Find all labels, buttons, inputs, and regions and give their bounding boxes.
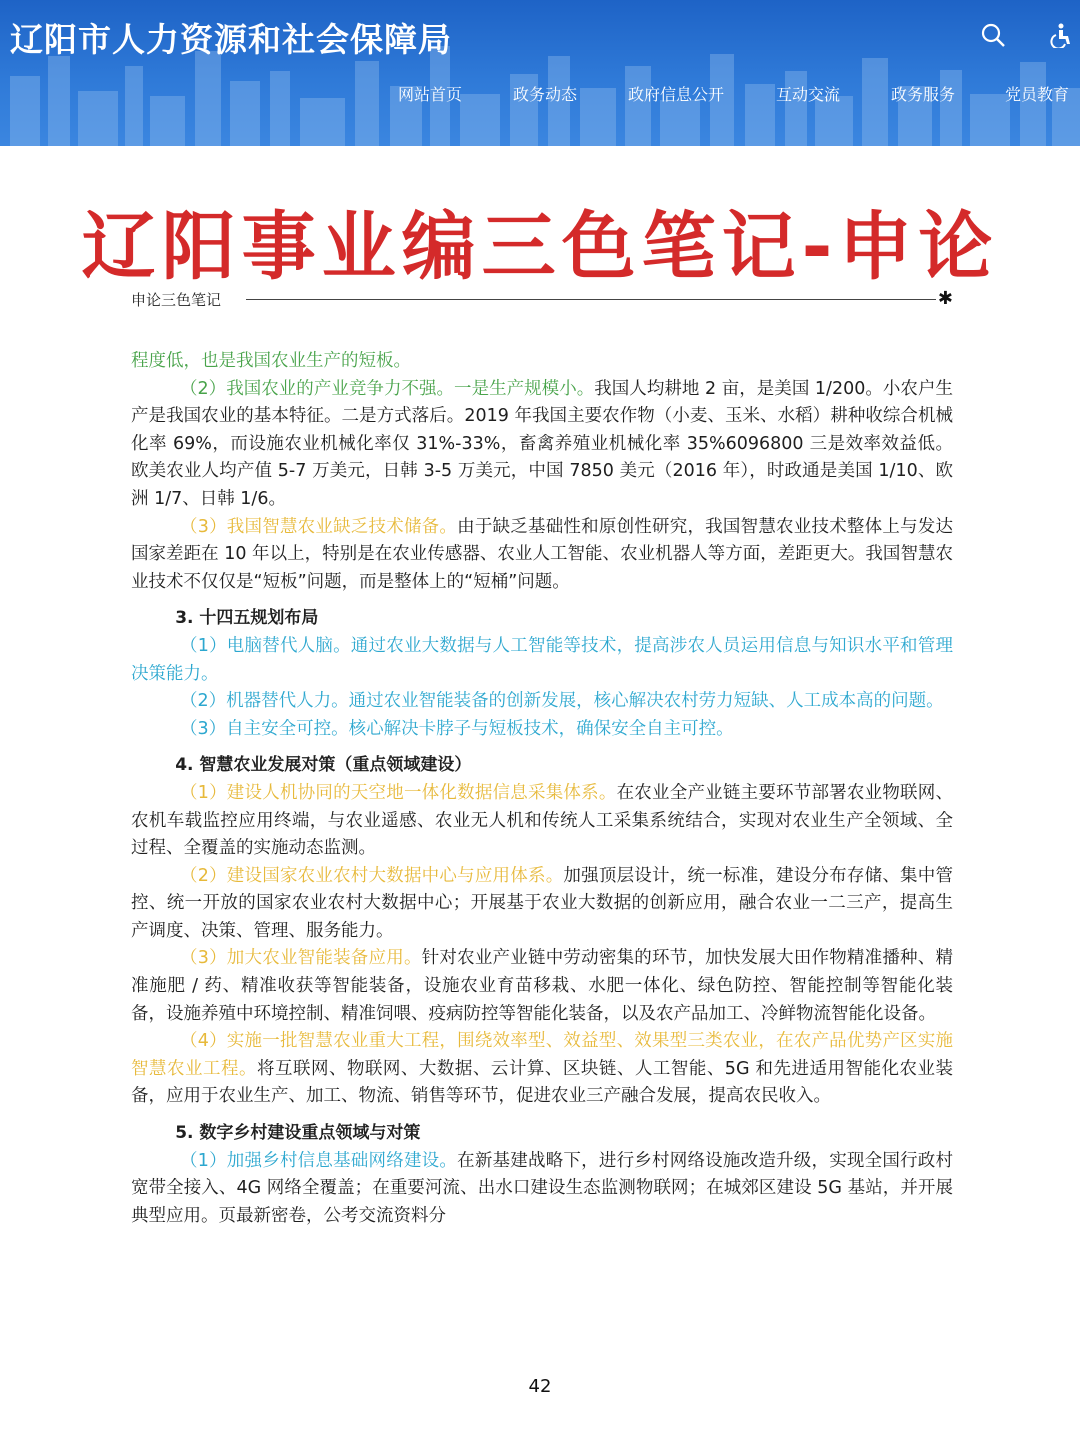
body-text: 加强顶层设计，统一标准，建设分布存储、集中管控、统一开放的国家农业农村大数据中心；开展基于农业大数据的创新应用，融合农业一二三产，提高生产调度、决策、管理、服务能力。: [131, 865, 953, 941]
section-heading: 5. 数字乡村建设重点领域与对策: [175, 1123, 421, 1144]
nav-news[interactable]: 政务动态: [513, 85, 578, 104]
paragraph: [131, 1148, 953, 1231]
green-highlight: （2）我国农业的产业竞争力不强。一是生产规模小。: [180, 378, 595, 399]
body-text: 在新基建战略下，进行乡村网络设施改造升级，实现全国行政村宽带全接入、4G 网络全覆盖；在重要河流、出水口建设生态监测物联网；在城郊区建设 5G 基站，并开展典型应用。页最新密卷，公考交流资料分: [131, 1150, 953, 1226]
body-text: 在农业全产业链主要环节部署农业物联网、农机车载监控应用终端，与农业遥感、农业无人机和传统人工采集系统结合，实现对农业生产全领域、全过程、全覆盖的实施动态监测。: [131, 782, 953, 859]
paragraph: （2）机器替代人力。通过农业智能装备的创新发展，核心解决农村劳力短缺、人工成本高的问题。: [180, 691, 944, 712]
nav-info-disclosure[interactable]: 政府信息公开: [628, 85, 725, 104]
paragraph: [131, 376, 953, 514]
body-text: 将互联网、物联网、大数据、云计算、区块链、人工智能、5G 和先进适用智能化农业装备，应用于农业生产、加工、物流、销售等环节，促进农业三产融合发展，提高农民收入。: [131, 1058, 954, 1107]
main-nav: [0, 82, 1080, 112]
accessibility-icon[interactable]: [1048, 22, 1074, 48]
paragraph: （1）电脑替代人脑。通过农业大数据与人工智能等技术，提高涉农人员运用信息与知识水平和管理决策能力。: [131, 635, 953, 684]
paragraph: [131, 945, 953, 1028]
yellow-highlight: （1）建设人机协同的天空地一体化数据信息采集体系。: [180, 782, 617, 803]
nav-party-education[interactable]: 党员教育: [1005, 85, 1070, 104]
paragraph: [131, 514, 953, 597]
yellow-highlight: （3）我国智慧农业缺乏技术储备。: [180, 516, 458, 537]
page-running-header: [131, 289, 953, 311]
overlay-title: 辽阳事业编三色笔记-申论: [81, 204, 999, 290]
page-number: 42: [528, 1376, 552, 1397]
nav-interaction[interactable]: 互动交流: [776, 85, 841, 104]
body-text: 由于缺乏基础性和原创性研究，我国智慧农业技术整体上与发达国家差距在 10 年以上，特别是在农业传感器、农业人工智能、农业机器人等方面，差距更大。我国智慧农业技术不仅仅是“短板”问题，而是整体上的“短桶”问题。: [131, 516, 953, 592]
paragraph: （3）自主安全可控。核心解决卡脖子与短板技术，确保安全自主可控。: [180, 718, 734, 739]
yellow-highlight: （2）建设国家农业农村大数据中心与应用体系。: [180, 865, 564, 886]
paragraph: [131, 863, 953, 946]
site-title[interactable]: 辽阳市人力资源和社会保障局: [10, 20, 452, 59]
paragraph: [131, 1028, 953, 1111]
paragraph: [131, 780, 953, 863]
green-highlight: 程度低，也是我国农业生产的短板。: [131, 351, 411, 371]
site-banner: [0, 0, 1080, 146]
body-text: 我国人均耕地 2 亩，是美国 1/200。小农户生产是我国农业的基本特征。二是方式落后。2019 年我国主要农作物（小麦、玉米、水稻）耕种收综合机械化率 69%，而设施农业机械化率仅 31%-33%，畜禽养殖业机械化率 35%6096800 三是效率效益低。欧美农业人均产值 5-7 万美元，日韩 3-5 万美元，中国 7850 美元（2016 年），时政通是美国 1/10、欧洲 1/7、日韩 1/6。: [131, 378, 953, 509]
nav-home[interactable]: 网站首页: [398, 85, 463, 104]
section-heading: 4. 智慧农业发展对策（重点领域建设）: [175, 755, 472, 776]
paragraph: [131, 348, 953, 376]
search-icon[interactable]: [980, 22, 1006, 48]
cyan-highlight: （1）加强乡村信息基础网络建设。: [180, 1150, 458, 1171]
body-text: 针对农业产业链中劳动密集的环节，加快发展大田作物精准播种、精准施肥 / 药、精准收获等智能装备，设施农业育苗移栽、水肥一体化、绿色防控、智能控制等智能化装备，设施养殖中环境控制、精准饲喂、疫病防控等智能化装备，以及农产品加工、冷鲜物流智能化设备。: [131, 948, 953, 1024]
running-header-label: 申论三色笔记: [131, 291, 222, 309]
document-body: [131, 348, 953, 1230]
yellow-highlight: （3）加大农业智能装备应用。: [180, 948, 422, 969]
section-heading: 3. 十四五规划布局: [175, 608, 319, 629]
nav-services[interactable]: 政务服务: [891, 85, 956, 104]
yellow-highlight: （4）实施一批智慧农业重大工程，围绕效率型、效益型、效果型三类农业，在农产品优势产区实施智慧农业工程。: [131, 1031, 953, 1079]
header-rule: [246, 299, 936, 300]
flower-icon: ✱: [937, 288, 953, 309]
